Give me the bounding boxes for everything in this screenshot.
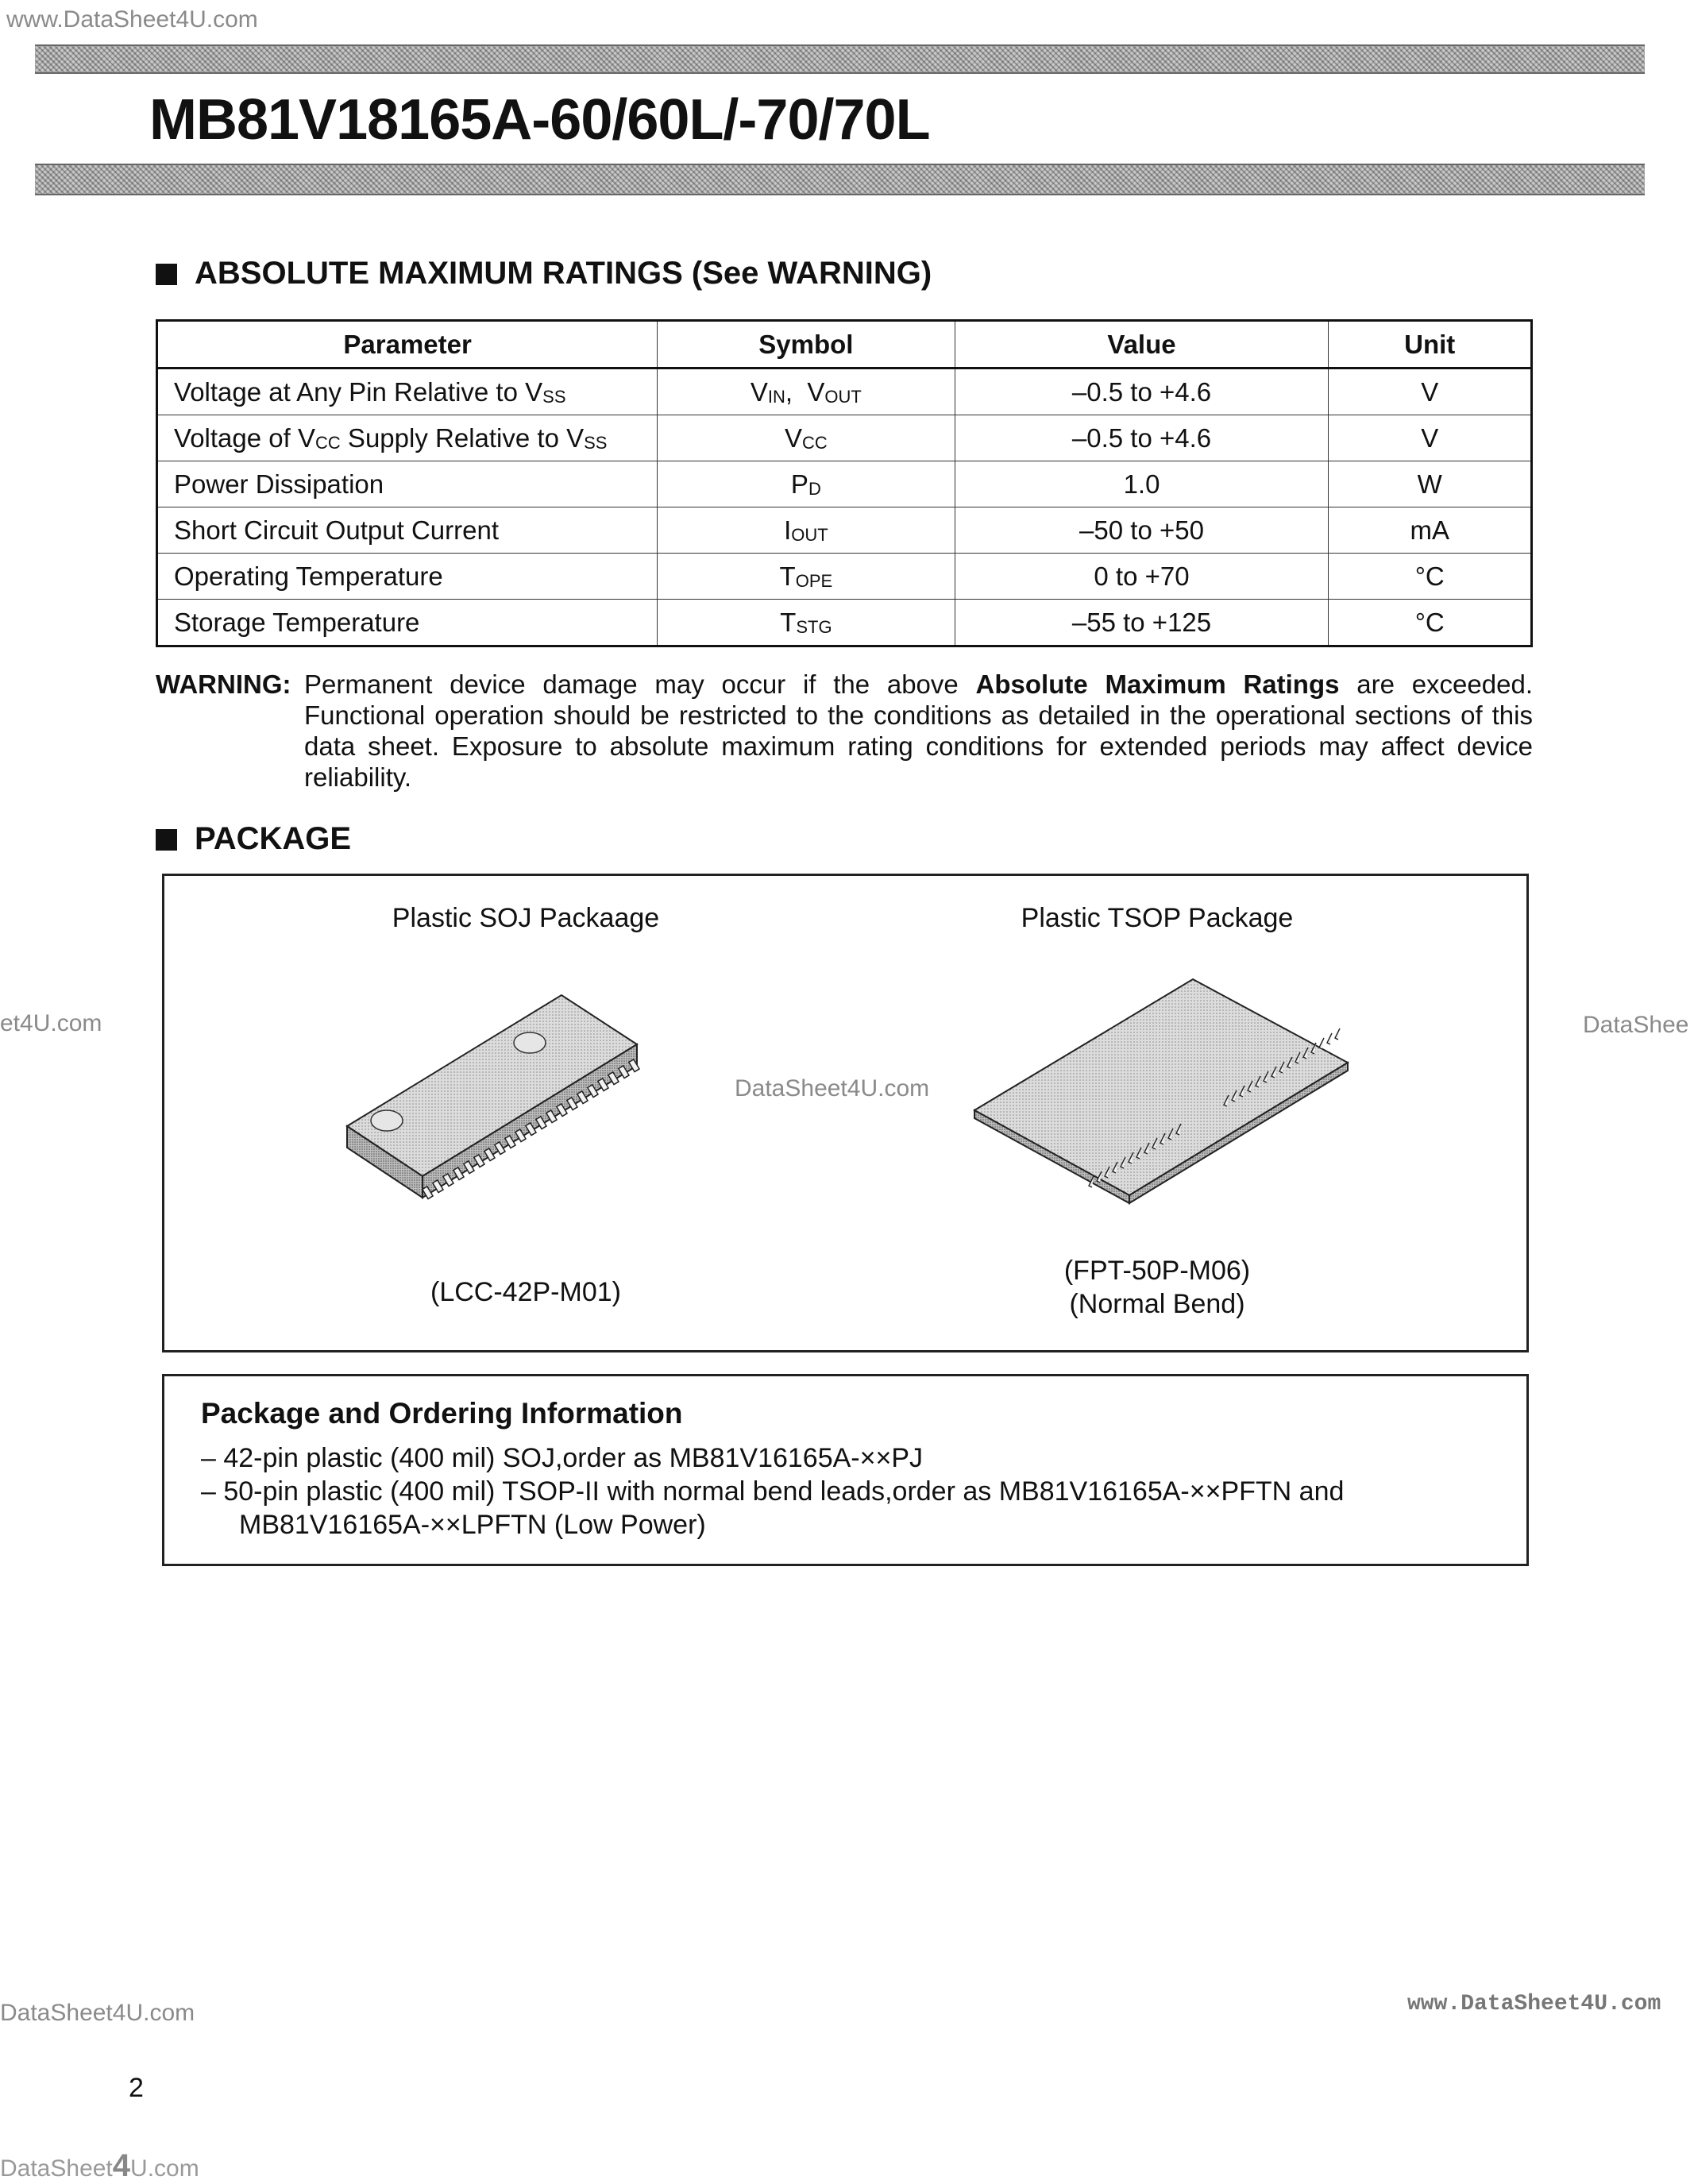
table-row	[157, 369, 1532, 415]
watermark-bottom-right: www.DataSheet4U.com	[1407, 1992, 1661, 2016]
row-value: –0.5 to +4.6	[955, 415, 1329, 461]
param-sub: CC	[314, 432, 341, 453]
row-symbol	[658, 554, 955, 600]
symbol-sub: CC	[801, 432, 828, 453]
watermark-bottom-left: DataSheet4U.com	[0, 2000, 195, 2026]
row-value: –55 to +125	[955, 600, 1329, 646]
row-unit: °C	[1329, 554, 1532, 600]
row-value: –0.5 to +4.6	[955, 369, 1329, 415]
symbol-sub: OUT	[791, 524, 828, 545]
warning-text-bold: Absolute Maximum Ratings	[975, 669, 1340, 699]
symbol-separator: ,	[785, 376, 808, 407]
row-symbol	[658, 507, 955, 554]
ratings-heading-text: ABSOLUTE MAXIMUM RATINGS (See WARNING)	[195, 256, 932, 291]
header-band-top	[35, 44, 1645, 74]
watermark-mid-right: DataShee	[1583, 1012, 1689, 1038]
table-row	[157, 600, 1532, 646]
tsop-title: Plastic TSOP Package	[1021, 903, 1294, 933]
symbol-text: V	[750, 376, 768, 407]
ordering-line-2: – 50-pin plastic (400 mil) TSOP-II with normal bend leads,order as MB81V16165A-××PFTN and	[201, 1476, 1345, 1507]
row-parameter	[157, 369, 658, 415]
row-unit: V	[1329, 415, 1532, 461]
symbol-sub: OPE	[795, 570, 833, 591]
symbol-text-2: V	[807, 376, 825, 407]
row-unit: W	[1329, 461, 1532, 507]
row-value: 0 to +70	[955, 554, 1329, 600]
symbol-text: T	[780, 607, 797, 637]
row-unit: mA	[1329, 507, 1532, 554]
warning-text-part: Permanent device damage may occur if the above	[304, 669, 976, 699]
param-sub-2: SS	[584, 432, 608, 453]
table-header-row	[157, 321, 1532, 369]
ratings-heading	[156, 256, 932, 291]
package-heading	[156, 821, 351, 857]
watermark-mid-center: DataSheet4U.com	[735, 1075, 930, 1102]
row-parameter: Power Dissipation	[157, 461, 658, 507]
document-title: MB81V18165A-60/60L/-70/70L	[149, 88, 930, 152]
row-unit: °C	[1329, 600, 1532, 646]
bullet-square-icon	[156, 829, 177, 851]
watermark-footer-four: 4	[112, 2148, 131, 2183]
row-value: –50 to +50	[955, 507, 1329, 554]
warning-text	[304, 669, 1533, 793]
symbol-text: V	[784, 423, 802, 453]
ratings-table	[156, 319, 1533, 647]
symbol-text: I	[784, 515, 792, 545]
watermark-top-left: www.DataSheet4U.com	[6, 6, 258, 33]
row-parameter	[157, 415, 658, 461]
symbol-sub: D	[808, 478, 821, 499]
watermark-footer	[0, 2148, 199, 2184]
row-symbol	[658, 600, 955, 646]
param-sub: SS	[542, 386, 566, 407]
symbol-text: P	[790, 469, 808, 499]
symbol-sub: IN	[767, 386, 785, 407]
row-symbol	[658, 461, 955, 507]
row-parameter: Short Circuit Output Current	[157, 507, 658, 554]
ordering-line-3: MB81V16165A-××LPFTN (Low Power)	[239, 1510, 706, 1540]
bullet-square-icon	[156, 264, 177, 285]
watermark-footer-suffix: U.com	[130, 2155, 199, 2182]
tsop-package-illustration	[959, 971, 1380, 1225]
package-heading-text: PACKAGE	[195, 821, 352, 856]
header-symbol: Symbol	[658, 321, 955, 369]
soj-title: Plastic SOJ Packaage	[392, 903, 660, 933]
row-value: 1.0	[955, 461, 1329, 507]
warning-text-part: are exceeded. Functional operation should be restricted to the conditions as detailed in the operational sections of this data sheet. Exposure to absolute maximum rating conditions for extended periods may affect device reliability.	[304, 669, 1533, 792]
watermark-mid-left: et4U.com	[0, 1010, 102, 1036]
package-box	[162, 874, 1529, 1352]
param-text-2: Supply Relative to V	[340, 423, 585, 453]
header-parameter: Parameter	[157, 321, 658, 369]
param-text: Voltage at Any Pin Relative to V	[174, 376, 543, 407]
row-parameter: Storage Temperature	[157, 600, 658, 646]
table-row	[157, 554, 1532, 600]
header-value: Value	[955, 321, 1329, 369]
symbol-sub: STG	[796, 616, 832, 637]
table-row	[157, 461, 1532, 507]
tsop-bend: (Normal Bend)	[1069, 1289, 1245, 1319]
row-unit: V	[1329, 369, 1532, 415]
symbol-text: T	[779, 561, 796, 591]
ordering-line-1: – 42-pin plastic (400 mil) SOJ,order as MB81V16165A-××PJ	[201, 1443, 924, 1473]
row-symbol	[658, 369, 955, 415]
row-parameter: Operating Temperature	[157, 554, 658, 600]
table-row	[157, 415, 1532, 461]
table-row	[157, 507, 1532, 554]
page-number: 2	[129, 2073, 144, 2103]
ordering-box	[162, 1374, 1529, 1566]
header-band-bottom	[35, 164, 1645, 195]
param-text: Voltage of V	[174, 423, 315, 453]
soj-code: (LCC-42P-M01)	[430, 1277, 621, 1307]
symbol-sub-2: OUT	[824, 386, 862, 407]
watermark-footer-prefix: DataSheet	[0, 2155, 113, 2182]
ordering-title: Package and Ordering Information	[201, 1397, 683, 1430]
row-symbol	[658, 415, 955, 461]
warning-label: WARNING:	[156, 669, 291, 699]
header-unit: Unit	[1329, 321, 1532, 369]
tsop-code: (FPT-50P-M06)	[1063, 1256, 1251, 1286]
soj-package-illustration	[323, 979, 720, 1233]
